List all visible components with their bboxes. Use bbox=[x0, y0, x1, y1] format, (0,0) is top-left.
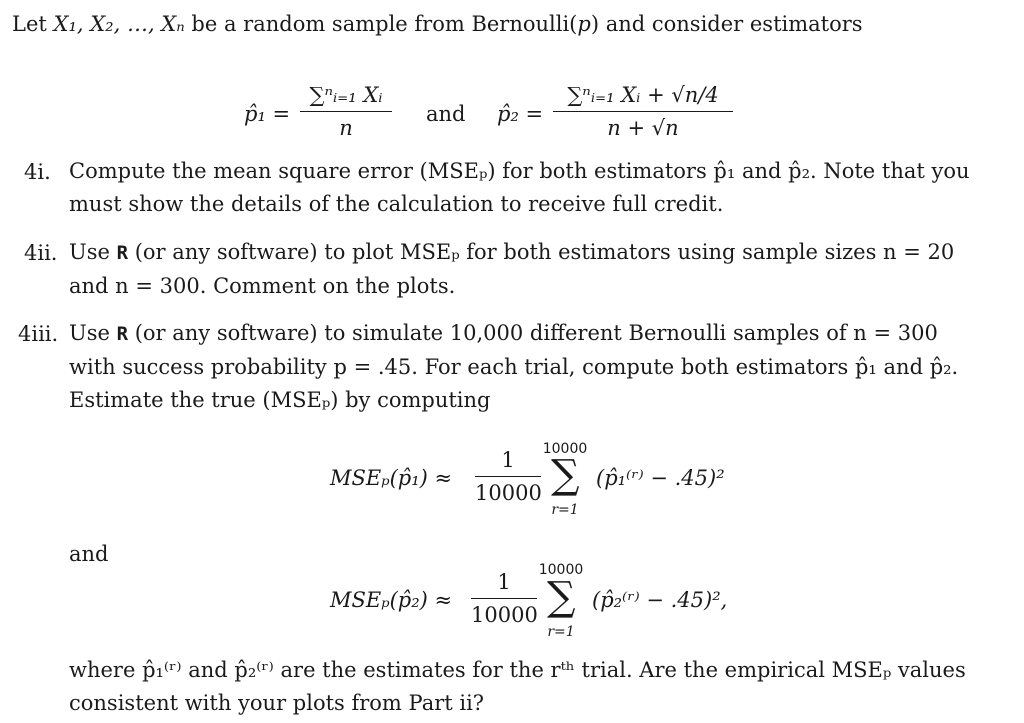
p1-fraction bbox=[300, 82, 392, 141]
part-4iii-text bbox=[69, 317, 958, 417]
formula1-upper-limit: 10000 bbox=[542, 441, 588, 457]
part-4ii-line2: and n = 300. Comment on the plots. bbox=[69, 274, 456, 298]
part-4i-line2: must show the details of the calculation to receive full credit. bbox=[69, 192, 724, 216]
formula2-term: (p̂₂⁽ʳ⁾ − .45)², bbox=[592, 588, 728, 612]
formula2-upper-limit: 10000 bbox=[538, 562, 584, 578]
closing-line1: where p̂₁⁽ʳ⁾ and p̂₂⁽ʳ⁾ are the estimates for the rᵗʰ trial. Are the empirical MSEₚ values bbox=[69, 658, 966, 682]
p1-denominator: n bbox=[339, 116, 353, 140]
part-4iii-code-r: R bbox=[116, 323, 129, 345]
intro-suffix: ) and consider estimators bbox=[590, 12, 863, 36]
p2-fraction bbox=[553, 82, 733, 141]
formula1-term: (p̂₁⁽ʳ⁾ − .45)² bbox=[596, 466, 725, 490]
closing-text bbox=[69, 654, 966, 720]
and-word: and bbox=[426, 102, 466, 126]
p2-numerator: ∑ⁿᵢ₌₁ Xᵢ + √n/4 bbox=[567, 83, 719, 107]
intro-sample: X₁, X₂, …, Xₙ bbox=[53, 12, 185, 36]
part-4i-label: 4i. bbox=[24, 160, 51, 184]
part-4i-line1: Compute the mean square error (MSEₚ) for both estimators p̂₁ and p̂₂. Note that you bbox=[69, 159, 970, 183]
part-4iii-line1-rest: (or any software) to simulate 10,000 different Bernoulli samples of n = 300 bbox=[128, 321, 938, 345]
part-4iii-label: 4iii. bbox=[18, 322, 59, 346]
part-4ii-code-r: R bbox=[116, 242, 129, 264]
intro-line bbox=[12, 10, 863, 38]
part-4ii-label: 4ii. bbox=[24, 241, 58, 265]
formula2-lower-limit: r=1 bbox=[547, 624, 575, 640]
formula2-denominator: 10000 bbox=[471, 603, 538, 627]
part-4iii-line3: Estimate the true (MSEₚ) by computing bbox=[69, 388, 491, 412]
formula1-denominator: 10000 bbox=[475, 481, 542, 505]
p1-lhs: p̂₁ = bbox=[244, 102, 291, 126]
formula1-sigma: ∑ bbox=[551, 452, 580, 498]
p2-lhs: p̂₂ = bbox=[497, 102, 544, 126]
intro-mid: be a random sample from Bernoulli( bbox=[184, 12, 578, 36]
part-4ii-line1 bbox=[69, 236, 954, 270]
closing-line2: consistent with your plots from Part ii? bbox=[69, 691, 485, 715]
formula2-lhs: MSEₚ(p̂₂) ≈ bbox=[330, 588, 453, 612]
part-4iii-line2: with success probability p = .45. For each trial, compute both estimators p̂₁ and p̂₂. bbox=[69, 355, 959, 379]
part-4iii-use: Use bbox=[69, 321, 117, 345]
part-4i-text bbox=[69, 155, 970, 221]
formula2-numerator: 1 bbox=[497, 570, 511, 594]
part-4iii-line1 bbox=[69, 317, 958, 351]
formula1-numerator: 1 bbox=[501, 448, 515, 472]
formula1-lhs: MSEₚ(p̂₁) ≈ bbox=[330, 466, 453, 490]
formula2-fraction bbox=[471, 569, 537, 628]
part-4ii-line1-rest: (or any software) to plot MSEₚ for both estimators using sample sizes n = 20 bbox=[128, 240, 955, 264]
formula2-sigma: ∑ bbox=[547, 574, 576, 620]
formula1-lower-limit: r=1 bbox=[551, 502, 579, 518]
p1-numerator: ∑ⁿᵢ₌₁ Xᵢ bbox=[309, 83, 383, 107]
part-4ii-use: Use bbox=[69, 240, 117, 264]
intro-prefix: Let bbox=[12, 12, 54, 36]
and-separator: and bbox=[69, 542, 109, 566]
p2-denominator: n + √n bbox=[607, 116, 679, 140]
formula1-fraction bbox=[475, 447, 541, 506]
part-4ii-text bbox=[69, 236, 954, 303]
intro-param: p bbox=[577, 12, 591, 36]
